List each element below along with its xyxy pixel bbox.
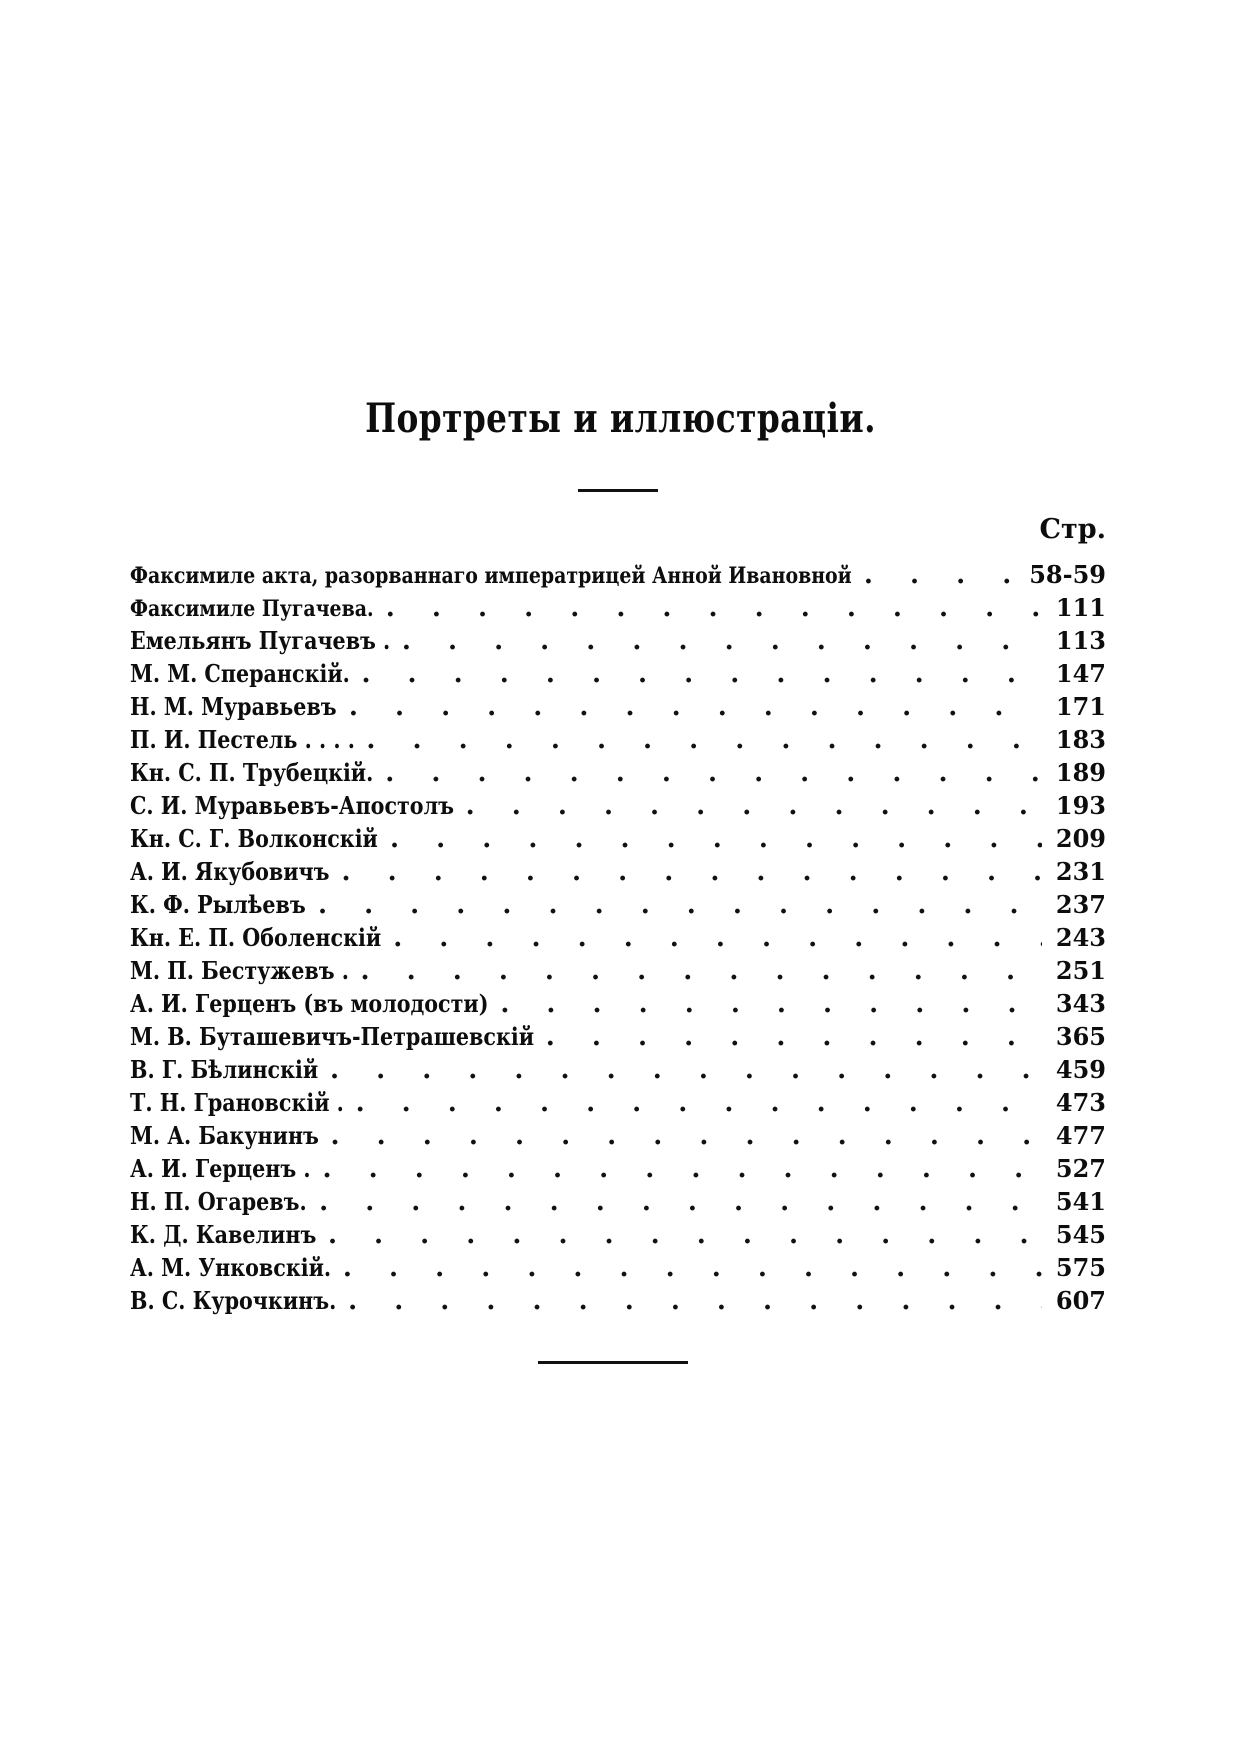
- entry-page-number: 147: [1055, 659, 1106, 688]
- entry-label: А. И. Якубовичъ: [130, 857, 330, 886]
- entry-label: Факсимиле Пугачева.: [130, 596, 374, 622]
- entry-label: В. С. Курочкинъ.: [130, 1286, 337, 1315]
- dot-leader: [331, 1253, 1042, 1283]
- entry-page-number: 113: [1055, 626, 1106, 655]
- entry-label: Емельянъ Пугачевъ .: [130, 626, 391, 655]
- entry-page-number: 607: [1055, 1286, 1106, 1315]
- entry-page-number: 111: [1055, 593, 1106, 622]
- entry-page-number: 545: [1055, 1220, 1106, 1249]
- entry-page-number: 243: [1055, 923, 1106, 952]
- entry-page-number: 183: [1055, 725, 1106, 754]
- entry-label: С. И. Муравьевъ-Апостолъ: [130, 791, 454, 820]
- list-item: [130, 1286, 1106, 1319]
- entry-label: А. И. Герценъ .: [130, 1154, 311, 1183]
- entry-page-number: 193: [1055, 791, 1106, 820]
- dot-leader: [373, 758, 1042, 788]
- entry-label: Т. Н. Грановскій .: [130, 1088, 344, 1117]
- dot-leader: [336, 1286, 1042, 1316]
- entry-page-number: 171: [1055, 692, 1106, 721]
- list-item: [130, 1055, 1106, 1088]
- list-item: [130, 923, 1106, 956]
- page-column-header: Стр.: [1039, 514, 1106, 545]
- entry-page-number: 473: [1055, 1088, 1106, 1117]
- dot-leader: [534, 1022, 1042, 1052]
- list-item: [130, 857, 1106, 890]
- entry-page-number: 237: [1055, 890, 1106, 919]
- entry-label: А. М. Унковскій.: [130, 1253, 332, 1282]
- list-item: [130, 692, 1106, 725]
- entry-label: Кн. С. П. Трубецкій.: [130, 758, 374, 787]
- entry-label: П. И. Пестель . . . .: [130, 725, 355, 754]
- entry-page-number: 58-59: [1029, 560, 1106, 589]
- dot-leader: [454, 791, 1042, 821]
- entry-label: Кн. С. Г. Волконскій: [130, 824, 378, 853]
- list-item: [130, 1187, 1106, 1220]
- dot-leader: [390, 626, 1042, 656]
- dot-leader: [852, 560, 1029, 590]
- list-item: [130, 890, 1106, 923]
- dot-leader: [330, 857, 1043, 887]
- entry-page-number: 365: [1055, 1022, 1106, 1051]
- entry-label: Кн. Е. П. Оболенскій: [130, 923, 382, 952]
- list-item: [130, 989, 1106, 1022]
- dot-leader: [349, 659, 1042, 689]
- dot-leader: [344, 1088, 1042, 1118]
- list-item: [130, 758, 1106, 791]
- dot-leader: [381, 923, 1042, 953]
- list-item: [130, 593, 1106, 626]
- entry-label: М. М. Сперанскій.: [130, 659, 350, 688]
- entry-page-number: 541: [1055, 1187, 1106, 1216]
- list-item: [130, 1220, 1106, 1253]
- list-item: [130, 626, 1106, 659]
- entry-label: М. П. Бестужевъ .: [130, 956, 349, 985]
- entry-label: Н. М. Муравьевъ: [130, 692, 337, 721]
- dot-leader: [349, 956, 1042, 986]
- dot-leader: [316, 1220, 1042, 1250]
- list-item: [130, 659, 1106, 692]
- list-item: [130, 1022, 1106, 1055]
- entry-label: Н. П. Огаревъ.: [130, 1187, 307, 1216]
- entry-page-number: 343: [1055, 989, 1106, 1018]
- entry-page-number: 459: [1055, 1055, 1106, 1084]
- entry-label: М. А. Бакунинъ: [130, 1121, 319, 1150]
- list-item: [130, 725, 1106, 758]
- entry-label: Факсимиле акта, разорваннаго императрицей Анной Ивановной: [130, 563, 852, 589]
- page-title: Портреты и иллюстрацiи.: [365, 395, 876, 442]
- end-divider: [538, 1361, 688, 1364]
- entry-label: М. В. Буташевичъ-Петрашевскій: [130, 1022, 535, 1051]
- entry-page-number: 251: [1055, 956, 1106, 985]
- dot-leader: [319, 1121, 1042, 1151]
- entry-label: К. Д. Кавелинъ: [130, 1220, 317, 1249]
- dot-leader: [311, 1154, 1042, 1184]
- entry-label: А. И. Герценъ (въ молодости): [130, 989, 489, 1018]
- list-item: [130, 1253, 1106, 1286]
- entry-label: К. Ф. Рылѣевъ: [130, 890, 306, 919]
- dot-leader: [378, 824, 1042, 854]
- list-item: [130, 1121, 1106, 1154]
- title-divider: [578, 489, 658, 492]
- dot-leader: [354, 725, 1042, 755]
- entry-label: В. Г. Бѣлинскій: [130, 1055, 319, 1084]
- list-item: [130, 824, 1106, 857]
- list-item: [130, 791, 1106, 824]
- entry-page-number: 575: [1055, 1253, 1106, 1282]
- dot-leader: [337, 692, 1042, 722]
- entry-page-number: 189: [1055, 758, 1106, 787]
- dot-leader: [374, 593, 1042, 623]
- dot-leader: [306, 890, 1042, 920]
- list-item: [130, 956, 1106, 989]
- entry-page-number: 209: [1055, 824, 1106, 853]
- entry-page-number: 527: [1055, 1154, 1106, 1183]
- entry-page-number: 231: [1055, 857, 1106, 886]
- illustrations-list: [130, 560, 1106, 1319]
- dot-leader: [318, 1055, 1042, 1085]
- list-item: [130, 1088, 1106, 1121]
- list-item: [130, 1154, 1106, 1187]
- dot-leader: [488, 989, 1042, 1019]
- dot-leader: [307, 1187, 1042, 1217]
- entry-page-number: 477: [1055, 1121, 1106, 1150]
- list-item: [130, 560, 1106, 593]
